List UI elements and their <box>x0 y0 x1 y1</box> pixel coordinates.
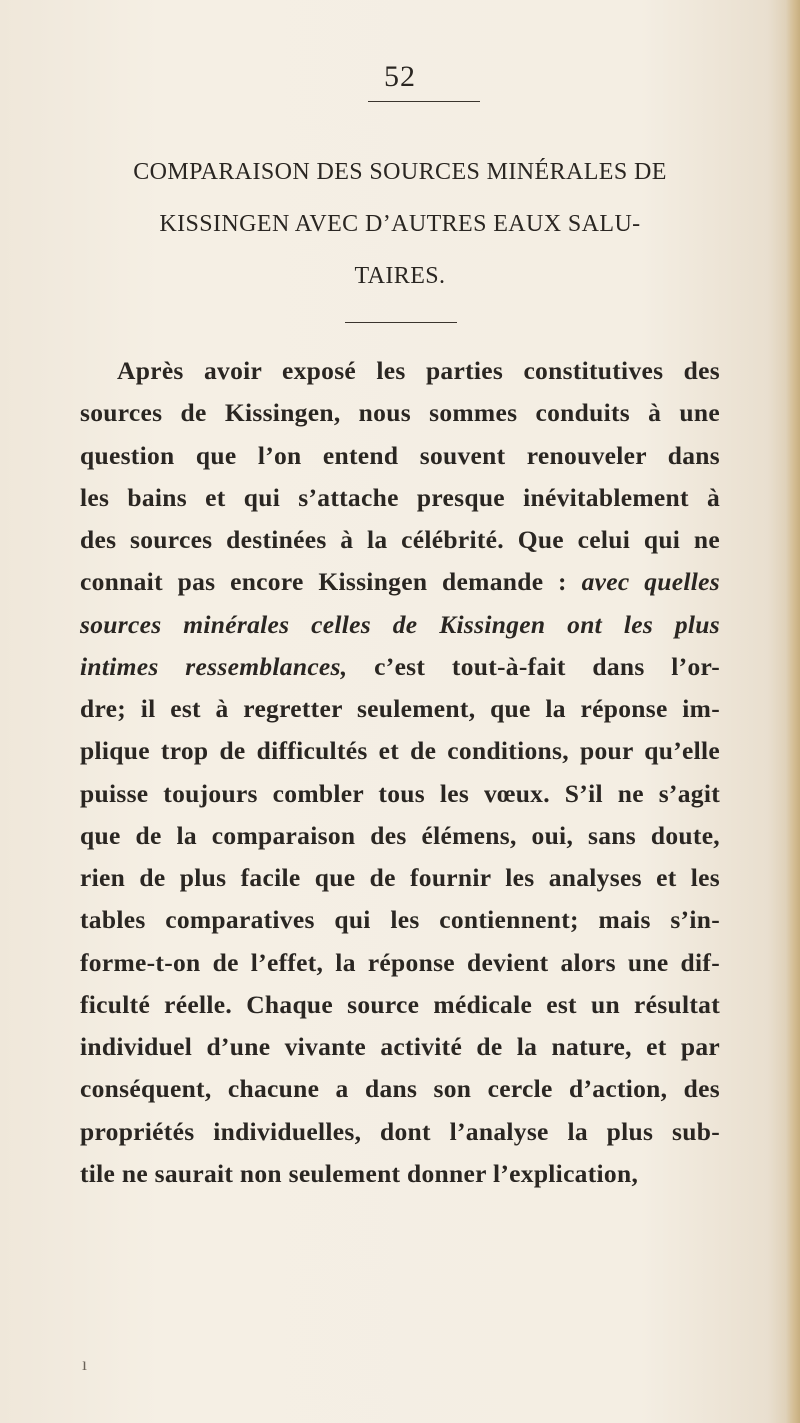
text-line: les bains et qui s’attache presque inévitablement à <box>80 482 720 512</box>
text-line: tables comparatives qui les contiennent; mais s’in- <box>80 905 720 935</box>
chapter-heading <box>60 146 740 302</box>
text-run: connait pas encore Kissingen demande : <box>80 567 567 597</box>
text-line: sources de Kissingen, nous sommes conduits à une <box>80 398 720 428</box>
heading-line-2: KISSINGEN AVEC D’AUTRES EAUX SALU- <box>159 211 641 237</box>
italic-line: sources minérales celles de Kissingen ont les plus <box>80 609 720 639</box>
text-line: des sources destinées à la célébrité. Que celui qui ne <box>80 525 720 554</box>
section-rule <box>345 322 457 323</box>
header-rule <box>368 101 480 102</box>
text-run: c’est tout-à-fait dans l’or- <box>374 651 720 681</box>
italic-run: avec quelles <box>581 567 720 597</box>
text-line: conséquent, chacune a dans son cercle d’action, des <box>80 1074 720 1104</box>
text-line: question que l’on entend souvent renouveler dans <box>80 440 720 470</box>
text-line: dre; il est à regretter seulement, que la réponse im- <box>80 694 720 723</box>
text-line: forme-t-on de l’effet, la réponse devient alors une dif- <box>80 947 720 977</box>
heading-line-3: TAIRES. <box>354 263 446 289</box>
body-paragraph <box>80 350 720 1195</box>
text-line: plique trop de difficultés et de conditions, pour qu’elle <box>80 736 720 766</box>
text-line: que de la comparaison des élémens, oui, sans doute, <box>80 820 720 850</box>
footer-mark: ı <box>82 1354 88 1374</box>
text-line: propriétés individuelles, dont l’analyse la plus sub- <box>80 1116 720 1146</box>
text-line <box>80 561 720 603</box>
text-line <box>80 646 720 688</box>
text-line: Après avoir exposé les parties constitutives des <box>117 356 720 385</box>
heading-line-1: COMPARAISON DES SOURCES MINÉRALES DE <box>133 159 667 185</box>
text-line: tile ne saurait non seulement donner l’explication, <box>80 1158 639 1188</box>
page-edge <box>786 0 800 1423</box>
text-line: rien de plus facile que de fournir les analyses et les <box>80 863 720 892</box>
text-line: ficulté réelle. Chaque source médicale est un résultat <box>80 989 720 1019</box>
italic-run: intimes ressemblances, <box>80 651 348 681</box>
page-number: 52 <box>384 60 416 93</box>
text-line: individuel d’une vivante activité de la nature, et par <box>80 1032 720 1061</box>
text-line: puisse toujours combler tous les vœux. S’il ne s’agit <box>80 778 720 808</box>
